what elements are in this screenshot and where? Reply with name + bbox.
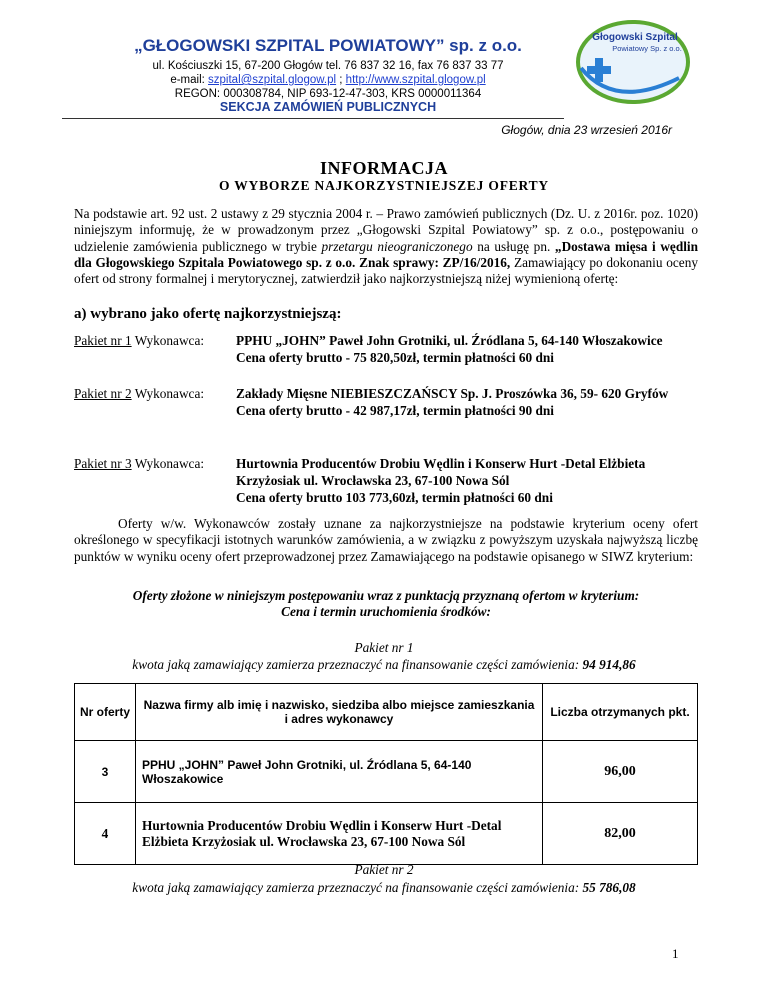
section-name: SEKCJA ZAMÓWIEŃ PUBLICZNYCH <box>219 100 437 114</box>
header-divider <box>62 118 564 119</box>
table-row <box>75 803 698 865</box>
email-label: e-mail: <box>170 74 205 86</box>
package-price: Cena oferty brutto - 75 820,50zł, termin płatności 60 dni <box>236 350 554 365</box>
package-price: Cena oferty brutto - 42 987,17zł, termin płatności 90 dni <box>236 403 554 418</box>
package-label: Pakiet nr 3 <box>74 456 132 471</box>
header-name: Nazwa firmy alb imię i nazwisko, siedziba albo miejsce zamieszkania i adres wykonawcy <box>136 684 543 741</box>
intro-text-1: Na podstawie art. 92 ust. 2 ustawy z 29 stycznia 2004 r. – Prawo zamówień publicznych (Dz. U. z 2016r. poz. 1020) niniejszym informuję, że w prowadzonym przez „Głogowski Szpital Powiatowy” sp. z o.o., postępowaniu o udzielenie zamówienia publicznego w trybie <box>74 206 698 254</box>
row-nr: 4 <box>75 803 136 865</box>
header-points: Liczba otrzymanych pkt. <box>543 684 698 741</box>
pakiet1-kwota-text: kwota jaką zamawiający zamierza przeznaczyć na finansowanie części zamówienia: <box>132 657 580 672</box>
table-header-row <box>75 684 698 741</box>
package-3 <box>74 455 698 509</box>
row-name: PPHU „JOHN” Paweł John Grotniki, ul. Źródlana 5, 64-140 Włoszakowice <box>136 741 543 803</box>
oferty-text: Oferty w/w. Wykonawców zostały uznane za najkorzystniejsze na podstawie kryterium oceny ofert określonego w specyfikacji istotnych warunków zamówienia, a w związku z powyższym uzyskała najwyższą liczbę punktów w wyniku oceny ofert przeprowadzonej przez Zamawiającego na podstawie opisanego w SIWZ kryterium: <box>74 516 698 564</box>
pakiet1-kwota <box>0 657 768 673</box>
contact-line <box>90 74 566 86</box>
logo-text-line2: Powiatowy Sp. z o.o. <box>612 44 682 53</box>
document-date: Głogów, dnia 23 wrzesień 2016r <box>501 123 672 137</box>
hospital-name: „GŁOGOWSKI SZPITAL POWIATOWY” sp. z o.o. <box>134 36 522 55</box>
intro-text-3: Zamawiający po dokonaniu oceny ofert od strony formalnej i merytorycznej, zatwierdził jako najkorzystniejszą niżej wymienioną ofertę: <box>74 254 699 287</box>
pakiet2-kwota-text: kwota jaką zamawiający zamierza przeznaczyć na finansowanie części zamówienia: <box>132 880 580 895</box>
section-a-heading: a) wybrano jako ofertę najkorzystniejszą: <box>74 306 342 322</box>
website-link[interactable]: http://www.szpital.glogow.pl <box>345 74 486 86</box>
header-nr: Nr oferty <box>75 684 136 741</box>
document-title: INFORMACJA <box>320 158 448 178</box>
intro-text-2: na usługę pn. <box>472 238 555 254</box>
logo-text-line1: Głogowski Szpital <box>592 32 678 43</box>
criterion-line-1: Oferty złożone w niniejszym postępowaniu wraz z punktacją przyznaną ofertom w kryterium: <box>132 588 640 603</box>
hospital-logo <box>575 18 693 110</box>
offers-table <box>74 683 698 865</box>
registry-numbers: REGON: 000308784, NIP 693-12-47-303, KRS 0000011364 <box>174 88 482 100</box>
package-1 <box>74 332 698 368</box>
email-link[interactable]: szpital@szpital.glogow.pl <box>208 74 337 86</box>
intro-italic: przetargu nieograniczonego <box>321 238 473 254</box>
pakiet2-kwota <box>0 880 768 896</box>
package-2 <box>74 385 698 439</box>
row-points: 96,00 <box>543 741 698 803</box>
intro-paragraph <box>74 206 698 287</box>
package-contractor: Zakłady Mięsne NIEBIESZCZAŃSCY Sp. J. Proszówka 36, 59- 620 Gryfów <box>236 386 669 401</box>
package-suffix: Wykonawca: <box>131 386 205 401</box>
pakiet2-title: Pakiet nr 2 <box>354 862 414 877</box>
row-name: Hurtownia Producentów Drobiu Wędlin i Konserw Hurt -Detal Elżbieta Krzyżosiak ul. Wrocławska 23, 67-100 Nowa Sól <box>136 803 543 865</box>
package-contractor: PPHU „JOHN” Paweł John Grotniki, ul. Źródlana 5, 64-140 Włoszakowice <box>236 333 663 348</box>
package-label: Pakiet nr 2 <box>74 386 132 401</box>
pakiet2-kwota-value: 55 786,08 <box>582 880 636 895</box>
table-row <box>75 741 698 803</box>
package-suffix: Wykonawca: <box>131 456 205 471</box>
package-contractor: Hurtownia Producentów Drobiu Wędlin i Konserw Hurt -Detal Elżbieta Krzyżosiak ul. Wrocławska 23, 67-100 Nowa Sól <box>236 456 646 488</box>
row-points: 82,00 <box>543 803 698 865</box>
criterion-heading <box>74 588 698 620</box>
package-suffix: Wykonawca: <box>131 333 205 348</box>
criterion-line-2: Cena i termin uruchomienia środków: <box>281 604 491 619</box>
hospital-address: ul. Kościuszki 15, 67-200 Głogów tel. 76 837 32 16, fax 76 837 33 77 <box>152 60 504 72</box>
separator: ; <box>339 74 343 86</box>
pakiet1-kwota-value: 94 914,86 <box>582 657 636 672</box>
pakiet1-title: Pakiet nr 1 <box>354 640 414 655</box>
document-subtitle: O WYBORZE NAJKORZYSTNIEJSZEJ OFERTY <box>219 178 549 193</box>
oferty-paragraph <box>74 516 698 565</box>
package-price: Cena oferty brutto 103 773,60zł, termin płatności 60 dni <box>236 490 553 505</box>
intro-bold: „Dostawa mięsa i wędlin dla Głogowskiego Szpitala Powiatowego sp. z o.o. Znak sprawy: ZP/16/2016, <box>74 238 699 270</box>
package-label: Pakiet nr 1 <box>74 333 132 348</box>
page-number: 1 <box>672 946 679 961</box>
row-nr: 3 <box>75 741 136 803</box>
